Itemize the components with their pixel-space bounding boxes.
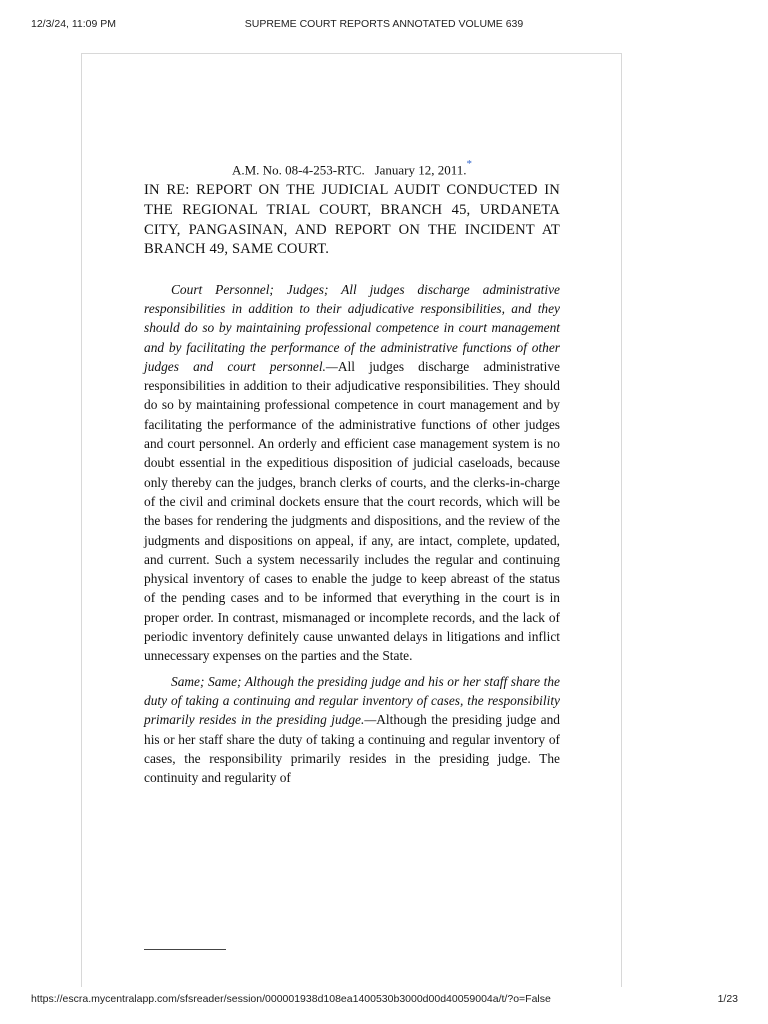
syllabus-headnote: Court Personnel; Judges; All judges discharge administrative responsibilities in addition to their adjudicative responsibilities, and they should do so by maintaining professional competence in court management and by facilitating the performance of the administrative functions of other judges and court personnel.—: [144, 281, 560, 374]
print-document-title: SUPREME COURT REPORTS ANNOTATED VOLUME 639: [244, 18, 524, 30]
footnote-divider: [144, 949, 226, 950]
syllabus-body: All judges discharge administrative responsibilities in addition to their adjudicative responsibilities. They should do so by maintaining professional competence in court management and by facilitating the performance of the administrative functions of other judges and court personnel. An orderly and efficient case management system is no doubt essential in the expeditious disposition of judicial caseloads, because only thereby can the judges, branch clerks of courts, and the clerks-in-charge of the civil and criminal dockets ensure that the court records, which will be the bases for rendering the judgments and dispositions, and the review of the judgments and dispositions on appeal, if any, are intact, complete, updated, and current. Such a system necessarily includes the regular and continuing physical inventory of cases to enable the judge to keep abreast of the status of the pending cases and to be informed that everything in the court is in proper order. In contrast, mismanaged or incomplete records, and the lack of periodic inventory definitely cause unwanted delays in litigations and inflict unnecessary expenses on the parties and the State.: [144, 358, 560, 664]
syllabus-body: Although the presiding judge and his or her staff share the duty of taking a continuing and regular inventory of cases, the responsibility primarily resides in the presiding judge. The continuity and regularity of: [144, 712, 560, 786]
syllabus-paragraph: [144, 672, 560, 788]
document-content: [144, 157, 560, 787]
case-title: IN RE: REPORT ON THE JUDICIAL AUDIT CONDUCTED IN THE REGIONAL TRIAL COURT, BRANCH 45, URDANETA CITY, PANGASINAN, AND REPORT ON THE INCIDENT AT BRANCH 49, SAME COURT.: [144, 182, 560, 258]
footnote-marker-link[interactable]: *: [466, 158, 473, 170]
case-citation: [144, 157, 560, 179]
page-url: https://escra.mycentralapp.com/sfsreader/session/000001938d108ea1400530b3000d00d40059004a/t/?o=False: [31, 993, 551, 1005]
print-footer: [0, 993, 768, 1007]
print-header: [0, 18, 768, 32]
syllabus-headnote: Same; Same; Although the presiding judge and his or her staff share the duty of taking a continuing and regular inventory of cases, the responsibility primarily resides in the presiding judge.—: [144, 673, 560, 728]
print-datetime: 12/3/24, 11:09 PM: [31, 18, 117, 30]
case-date: January 12, 2011.: [374, 162, 467, 178]
page-number-indicator: 1/23: [717, 993, 738, 1005]
syllabus-paragraph: [144, 280, 560, 666]
case-number: A.M. No. 08-4-253-RTC.: [231, 162, 365, 178]
